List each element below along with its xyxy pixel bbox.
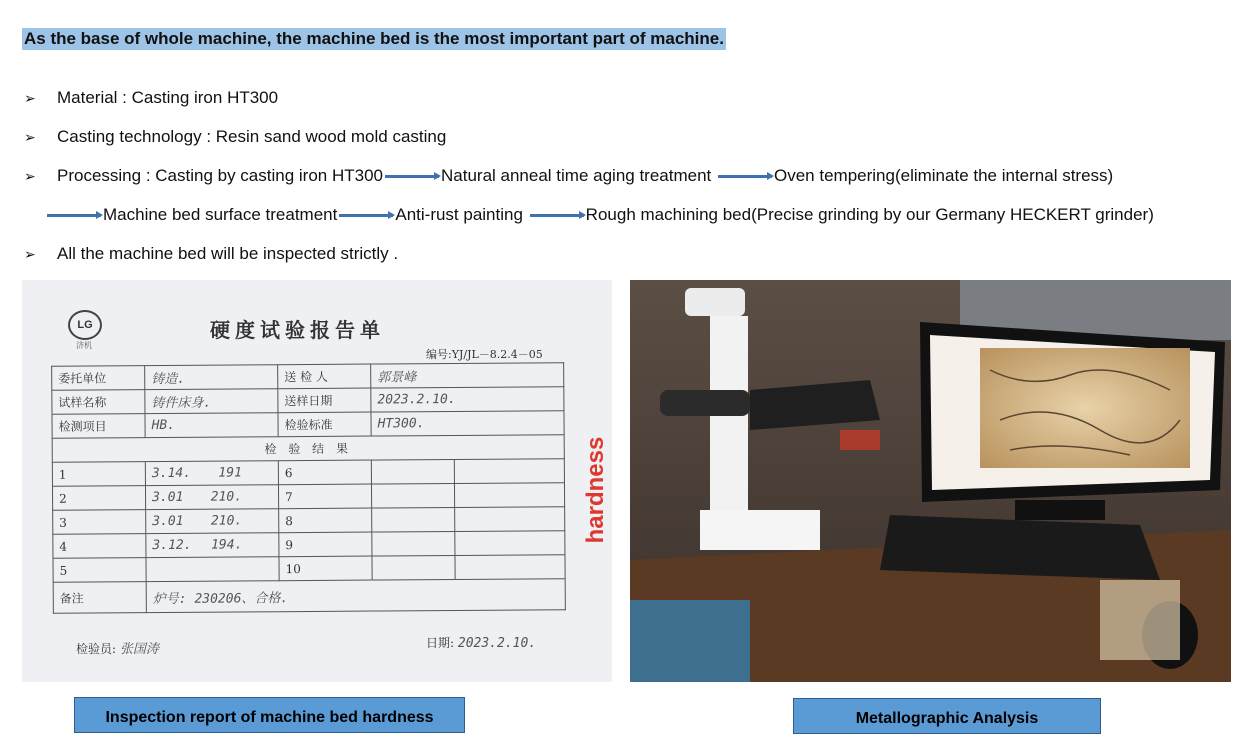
processing-step: Natural anneal time aging treatment [441, 166, 712, 185]
bullet-icon: ➢ [24, 168, 36, 184]
reading-value: 3.14. 191 [145, 461, 278, 486]
field-value: 郭景峰 [371, 363, 564, 388]
row-number: 7 [278, 484, 371, 509]
empty-cell [372, 555, 455, 580]
empty-cell [454, 483, 564, 508]
reading-value: 3.01 210. [145, 485, 278, 510]
field-label: 备注 [53, 582, 146, 614]
row-number: 4 [53, 534, 146, 559]
reading-value: 3.12. 194. [146, 533, 279, 558]
empty-cell [455, 531, 565, 556]
arrow-right-icon [530, 214, 584, 217]
reading-value: 3.01 210. [146, 509, 279, 534]
processing-step: Oven tempering(eliminate the internal stress) [774, 166, 1114, 185]
row-number: 3 [53, 510, 146, 535]
report-title: 硬度试验报告单 [210, 318, 385, 342]
bullet-icon: ➢ [24, 246, 36, 262]
field-label: 送 检 人 [278, 364, 371, 389]
empty-cell [455, 555, 565, 580]
arrow-right-icon [385, 175, 439, 178]
camera-icon [685, 288, 745, 316]
report-code: 编号:YJ/JL－8.2.4－05 [426, 348, 543, 361]
row-number: 6 [278, 460, 371, 485]
field-value: 2023.2.10. [371, 387, 564, 412]
inspection-item: All the machine bed will be inspected strictly . [57, 244, 399, 263]
bullet-icon: ➢ [24, 90, 36, 106]
processing-line-1 [57, 165, 1113, 187]
results-header: 检 验 结 果 [52, 435, 564, 463]
metallographic-lab-photo [630, 280, 1231, 682]
row-number: 1 [52, 462, 145, 487]
reading-value [146, 557, 279, 582]
hardness-stamp: hardness [582, 436, 609, 544]
inspector-signature: 检验员: 张国涛 [76, 642, 159, 657]
empty-cell [372, 531, 455, 556]
row-number: 2 [52, 486, 145, 511]
field-value: HT300. [371, 411, 564, 436]
processing-step: Machine bed surface treatment [103, 205, 338, 224]
field-value: HB. [145, 413, 278, 438]
empty-cell [454, 459, 564, 484]
lab-scene-illustration [630, 280, 1231, 682]
field-label: 检测项目 [52, 414, 145, 439]
empty-cell [372, 507, 455, 532]
caption-left: Inspection report of machine bed hardness [74, 697, 465, 733]
hardness-report-photo [22, 280, 612, 682]
keyboard-icon [880, 515, 1160, 580]
remark-value: 炉号: 230206、合格. [146, 579, 565, 613]
processing-step: Rough machining bed(Precise grinding by our Germany HECKERT grinder) [585, 205, 1154, 224]
field-label: 送样日期 [278, 388, 371, 413]
field-value: 铸件床身. [145, 389, 278, 414]
field-label: 委托单位 [52, 366, 145, 391]
report-date: 日期: 2023.2.10. [426, 636, 537, 651]
processing-line-2 [45, 204, 1154, 226]
arrow-right-icon [339, 214, 393, 217]
caption-right: Metallographic Analysis [793, 698, 1101, 734]
field-value: 铸造. [145, 365, 278, 390]
processing-step: Anti-rust painting [395, 205, 523, 224]
arrow-right-icon [718, 175, 772, 178]
empty-cell [455, 507, 565, 532]
technology-item: Casting technology : Resin sand wood mold casting [57, 127, 447, 146]
arrow-right-icon [47, 214, 101, 217]
material-item: Material : Casting iron HT300 [57, 88, 279, 107]
field-label: 试样名称 [52, 390, 145, 415]
row-number: 8 [279, 508, 372, 533]
logo-caption: 济机 [76, 341, 92, 350]
bullet-icon: ➢ [24, 129, 36, 145]
report-table [51, 362, 566, 614]
row-number: 10 [279, 556, 372, 581]
processing-step: Processing : Casting by casting iron HT300 [57, 166, 383, 185]
company-logo: LG [68, 310, 102, 340]
empty-cell [371, 459, 454, 484]
empty-cell [371, 483, 454, 508]
row-number: 9 [279, 532, 372, 557]
field-label: 检验标准 [278, 412, 371, 437]
page-heading: As the base of whole machine, the machine bed is the most important part of machine. [24, 29, 724, 48]
row-number: 5 [53, 558, 146, 583]
